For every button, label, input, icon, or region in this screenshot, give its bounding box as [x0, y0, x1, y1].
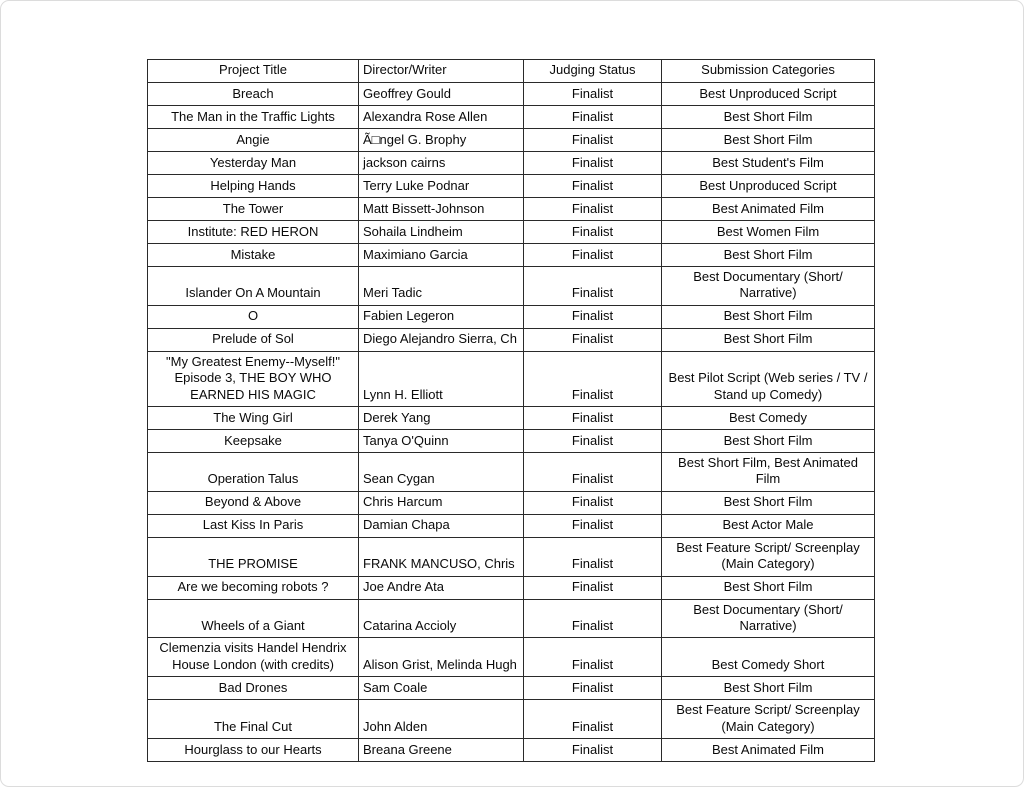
- cell-director-writer: Terry Luke Podnar: [359, 175, 524, 198]
- cell-director-writer: Geoffrey Gould: [359, 83, 524, 106]
- cell-judging-status: Finalist: [524, 129, 662, 152]
- cell-director-writer: Fabien Legeron: [359, 305, 524, 328]
- cell-submission-categories: Best Animated Film: [662, 198, 875, 221]
- cell-submission-categories: Best Short Film: [662, 328, 875, 351]
- cell-submission-categories: Best Women Film: [662, 221, 875, 244]
- table-row: [148, 453, 875, 492]
- cell-project-title: Prelude of Sol: [148, 328, 359, 351]
- cell-project-title: Helping Hands: [148, 175, 359, 198]
- cell-director-writer: Chris Harcum: [359, 491, 524, 514]
- cell-judging-status: Finalist: [524, 576, 662, 599]
- cell-project-title: Hourglass to our Hearts: [148, 739, 359, 762]
- cell-judging-status: Finalist: [524, 152, 662, 175]
- cell-judging-status: Finalist: [524, 267, 662, 306]
- cell-judging-status: Finalist: [524, 83, 662, 106]
- cell-project-title: Islander On A Mountain: [148, 267, 359, 306]
- cell-director-writer: Damian Chapa: [359, 514, 524, 537]
- table-row: [148, 106, 875, 129]
- cell-submission-categories: Best Actor Male: [662, 514, 875, 537]
- cell-director-writer: Sohaila Lindheim: [359, 221, 524, 244]
- cell-submission-categories: Best Unproduced Script: [662, 175, 875, 198]
- cell-project-title: Bad Drones: [148, 677, 359, 700]
- cell-project-title: Last Kiss In Paris: [148, 514, 359, 537]
- cell-submission-categories: Best Documentary (Short/ Narrative): [662, 599, 875, 638]
- cell-project-title: Keepsake: [148, 430, 359, 453]
- table-row: [148, 739, 875, 762]
- table-row: [148, 514, 875, 537]
- table-row: [148, 267, 875, 306]
- cell-project-title: Operation Talus: [148, 453, 359, 492]
- header-submission-categories: Submission Categories: [662, 60, 875, 83]
- submissions-table: [147, 59, 875, 762]
- header-judging-status: Judging Status: [524, 60, 662, 83]
- header-director-writer: Director/Writer: [359, 60, 524, 83]
- cell-judging-status: Finalist: [524, 106, 662, 129]
- table-row: [148, 407, 875, 430]
- cell-director-writer: Breana Greene: [359, 739, 524, 762]
- cell-director-writer: Sean Cygan: [359, 453, 524, 492]
- cell-submission-categories: Best Feature Script/ Screenplay (Main Category): [662, 700, 875, 739]
- cell-director-writer: Matt Bissett-Johnson: [359, 198, 524, 221]
- cell-project-title: The Final Cut: [148, 700, 359, 739]
- cell-submission-categories: Best Short Film: [662, 576, 875, 599]
- table-row: [148, 537, 875, 576]
- table-row: [148, 175, 875, 198]
- cell-submission-categories: Best Animated Film: [662, 739, 875, 762]
- cell-judging-status: Finalist: [524, 328, 662, 351]
- cell-director-writer: Maximiano Garcia: [359, 244, 524, 267]
- cell-director-writer: Ã□ngel G. Brophy: [359, 129, 524, 152]
- cell-judging-status: Finalist: [524, 700, 662, 739]
- cell-project-title: Institute: RED HERON: [148, 221, 359, 244]
- table-body: [148, 83, 875, 762]
- cell-project-title: The Tower: [148, 198, 359, 221]
- table-row: [148, 351, 875, 406]
- cell-judging-status: Finalist: [524, 244, 662, 267]
- table-row: [148, 677, 875, 700]
- cell-judging-status: Finalist: [524, 305, 662, 328]
- cell-judging-status: Finalist: [524, 221, 662, 244]
- table-row: [148, 83, 875, 106]
- table-row: [148, 198, 875, 221]
- cell-director-writer: Tanya O'Quinn: [359, 430, 524, 453]
- header-project-title: Project Title: [148, 60, 359, 83]
- cell-director-writer: Diego Alejandro Sierra, Ch: [359, 328, 524, 351]
- table-row: [148, 244, 875, 267]
- table-row: [148, 491, 875, 514]
- cell-director-writer: Catarina Accioly: [359, 599, 524, 638]
- cell-submission-categories: Best Short Film: [662, 106, 875, 129]
- cell-submission-categories: Best Short Film, Best Animated Film: [662, 453, 875, 492]
- table-row: [148, 129, 875, 152]
- table-row: [148, 638, 875, 677]
- cell-director-writer: Lynn H. Elliott: [359, 351, 524, 406]
- cell-director-writer: Sam Coale: [359, 677, 524, 700]
- cell-submission-categories: Best Unproduced Script: [662, 83, 875, 106]
- cell-submission-categories: Best Short Film: [662, 430, 875, 453]
- cell-submission-categories: Best Short Film: [662, 491, 875, 514]
- cell-submission-categories: Best Documentary (Short/ Narrative): [662, 267, 875, 306]
- cell-submission-categories: Best Pilot Script (Web series / TV / Stand up Comedy): [662, 351, 875, 406]
- cell-director-writer: Derek Yang: [359, 407, 524, 430]
- table-row: [148, 152, 875, 175]
- cell-project-title: Breach: [148, 83, 359, 106]
- cell-judging-status: Finalist: [524, 514, 662, 537]
- cell-project-title: The Man in the Traffic Lights: [148, 106, 359, 129]
- cell-submission-categories: Best Short Film: [662, 305, 875, 328]
- header-row: [148, 60, 875, 83]
- cell-submission-categories: Best Comedy: [662, 407, 875, 430]
- table-row: [148, 576, 875, 599]
- table-row: [148, 328, 875, 351]
- cell-judging-status: Finalist: [524, 430, 662, 453]
- table-row: [148, 700, 875, 739]
- cell-director-writer: Alison Grist, Melinda Hugh: [359, 638, 524, 677]
- cell-judging-status: Finalist: [524, 739, 662, 762]
- cell-director-writer: FRANK MANCUSO, Chris: [359, 537, 524, 576]
- table-row: [148, 221, 875, 244]
- table-row: [148, 430, 875, 453]
- cell-submission-categories: Best Short Film: [662, 677, 875, 700]
- cell-project-title: The Wing Girl: [148, 407, 359, 430]
- cell-judging-status: Finalist: [524, 198, 662, 221]
- cell-judging-status: Finalist: [524, 638, 662, 677]
- cell-submission-categories: Best Student's Film: [662, 152, 875, 175]
- cell-project-title: THE PROMISE: [148, 537, 359, 576]
- cell-submission-categories: Best Comedy Short: [662, 638, 875, 677]
- cell-project-title: "My Greatest Enemy--Myself!" Episode 3, THE BOY WHO EARNED HIS MAGIC: [148, 351, 359, 406]
- cell-director-writer: Alexandra Rose Allen: [359, 106, 524, 129]
- cell-submission-categories: Best Short Film: [662, 129, 875, 152]
- cell-judging-status: Finalist: [524, 175, 662, 198]
- cell-project-title: Angie: [148, 129, 359, 152]
- cell-judging-status: Finalist: [524, 537, 662, 576]
- cell-project-title: O: [148, 305, 359, 328]
- cell-judging-status: Finalist: [524, 351, 662, 406]
- table-row: [148, 305, 875, 328]
- cell-project-title: Are we becoming robots ?: [148, 576, 359, 599]
- cell-project-title: Beyond & Above: [148, 491, 359, 514]
- cell-judging-status: Finalist: [524, 407, 662, 430]
- cell-project-title: Mistake: [148, 244, 359, 267]
- table-row: [148, 599, 875, 638]
- cell-judging-status: Finalist: [524, 677, 662, 700]
- cell-project-title: Clemenzia visits Handel Hendrix House London (with credits): [148, 638, 359, 677]
- cell-judging-status: Finalist: [524, 491, 662, 514]
- cell-director-writer: John Alden: [359, 700, 524, 739]
- cell-project-title: Yesterday Man: [148, 152, 359, 175]
- cell-director-writer: jackson cairns: [359, 152, 524, 175]
- cell-judging-status: Finalist: [524, 599, 662, 638]
- cell-submission-categories: Best Feature Script/ Screenplay (Main Category): [662, 537, 875, 576]
- cell-submission-categories: Best Short Film: [662, 244, 875, 267]
- cell-judging-status: Finalist: [524, 453, 662, 492]
- cell-director-writer: Joe Andre Ata: [359, 576, 524, 599]
- cell-project-title: Wheels of a Giant: [148, 599, 359, 638]
- cell-director-writer: Meri Tadic: [359, 267, 524, 306]
